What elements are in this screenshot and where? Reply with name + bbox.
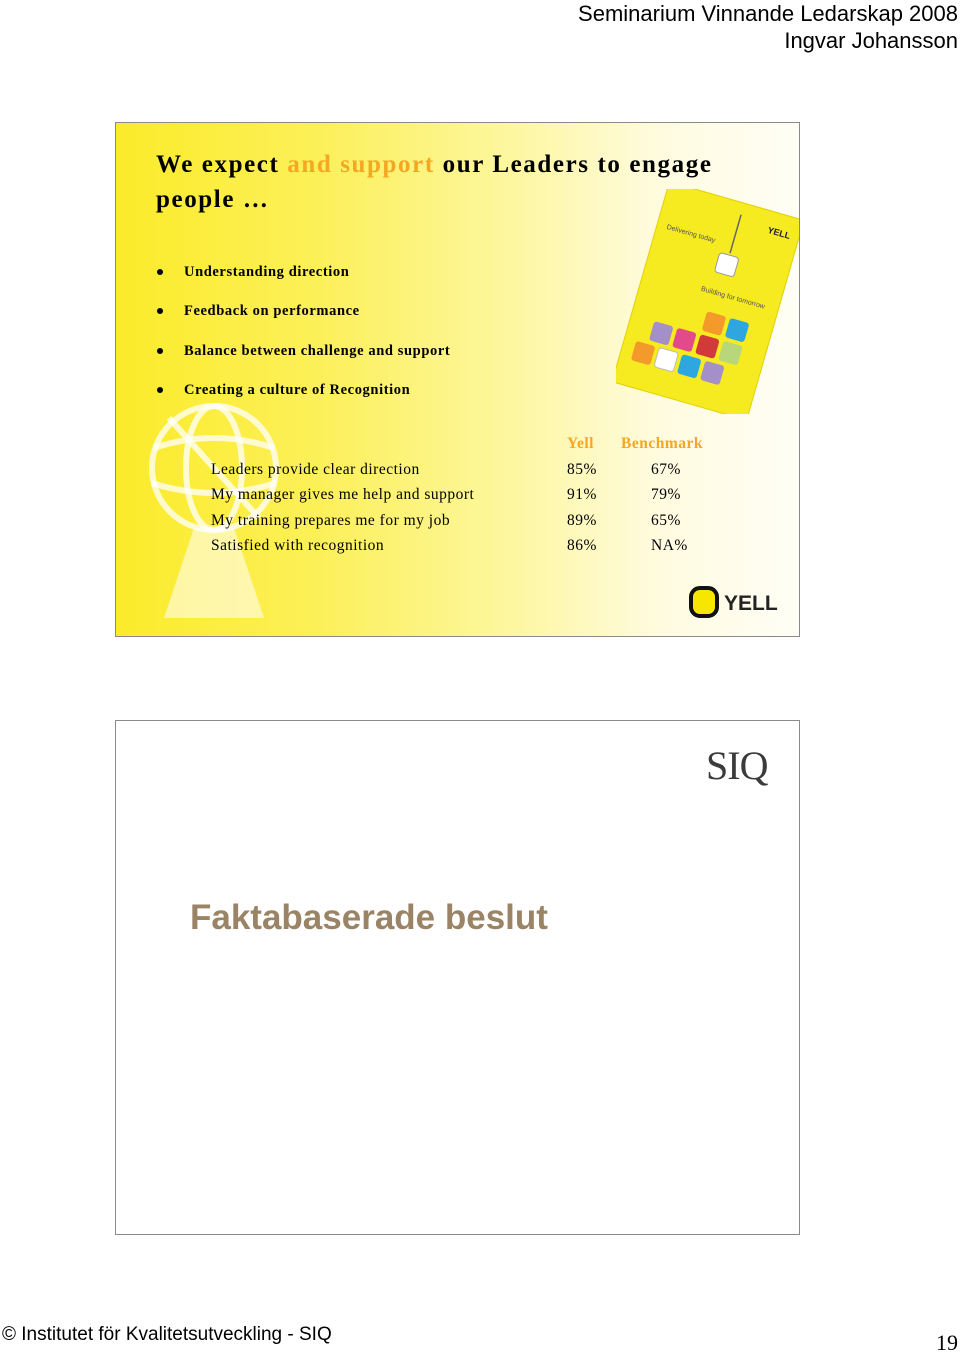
bullet-item xyxy=(184,262,450,301)
bullet-dot-icon xyxy=(157,348,163,354)
cell-yell: 85% xyxy=(567,460,597,478)
siq-logo xyxy=(706,743,778,789)
bullet-item xyxy=(184,341,450,380)
bullet-item xyxy=(184,301,450,340)
cell-benchmark: 65% xyxy=(651,511,681,529)
header-seminar-title: Seminarium Vinnande Ledarskap 2008 xyxy=(578,1,958,26)
bullet-item xyxy=(184,380,450,419)
cell-benchmark: 67% xyxy=(651,460,681,478)
bullet-text: Understanding direction xyxy=(184,264,350,280)
yell-logo xyxy=(688,585,788,621)
cell-yell: 86% xyxy=(567,537,597,554)
siq-logo-text: SIQ xyxy=(706,743,768,788)
row-label: Leaders provide clear direction xyxy=(211,460,420,478)
bullet-dot-icon xyxy=(157,387,163,393)
booklet-text: Delivering today xyxy=(665,223,716,245)
row-label: My manager gives me help and support xyxy=(211,486,475,503)
booklet-logo-text: YELL xyxy=(766,224,792,241)
title-part-1: We expect xyxy=(156,151,288,178)
slide-siq xyxy=(115,720,800,1235)
slide-title: Faktabaserade beslut xyxy=(190,898,548,937)
bullet-text: Balance between challenge and support xyxy=(184,342,451,359)
column-header-benchmark: Benchmark xyxy=(621,435,703,452)
row-label: Satisfied with recognition xyxy=(211,537,385,554)
cell-benchmark: NA% xyxy=(651,537,688,554)
slide-yell xyxy=(115,122,800,637)
bullet-dot-icon xyxy=(157,269,163,275)
row-label: My training prepares me for my job xyxy=(211,511,451,529)
cell-benchmark: 79% xyxy=(651,486,681,503)
title-part-2: our Leaders to engage people … xyxy=(156,151,713,213)
yell-booklet-image xyxy=(616,189,800,414)
cell-yell: 89% xyxy=(567,511,597,529)
title-accent: and support xyxy=(287,151,435,178)
bullet-list xyxy=(184,262,450,419)
bullet-text: Feedback on performance xyxy=(184,303,360,320)
page-number: 19 xyxy=(936,1330,958,1355)
globe-watermark-icon xyxy=(134,393,294,623)
cell-yell: 91% xyxy=(567,486,597,503)
bullet-text: Creating a culture of Recognition xyxy=(184,381,411,398)
booklet-text: Building for tomorrow xyxy=(700,285,766,311)
header-author: Ingvar Johansson xyxy=(784,28,958,53)
footer-copyright: © Institutet för Kvalitetsutveckling - SIQ xyxy=(2,1324,332,1345)
column-header-yell: Yell xyxy=(567,435,594,452)
yell-logo-text: YELL xyxy=(724,592,778,615)
bullet-dot-icon xyxy=(157,308,163,314)
